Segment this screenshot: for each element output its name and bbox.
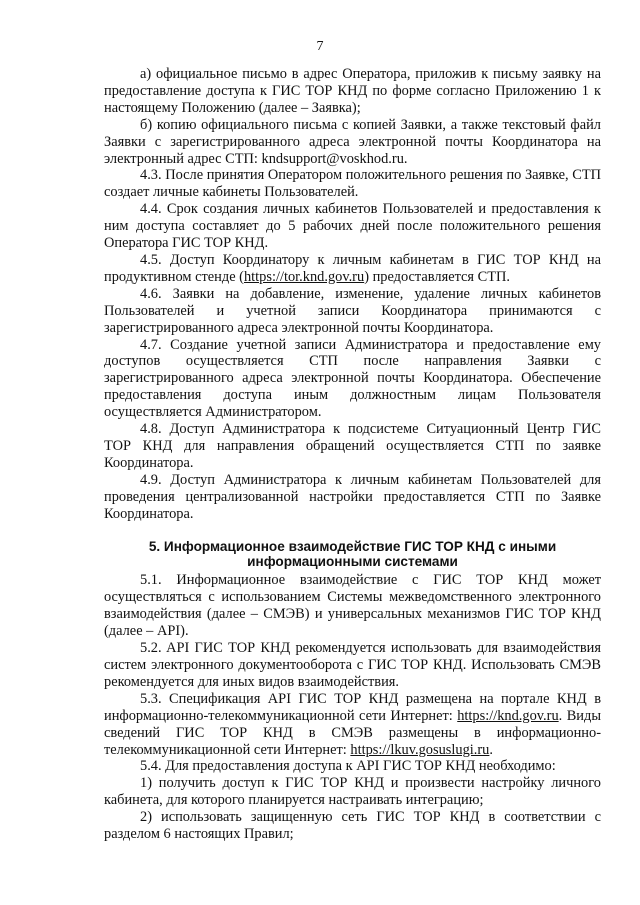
paragraph-5-3-text-1: 5.3. Спецификация API ГИС ТОР КНД размещена на портале КНД в информационно-телекоммуникационной сети Интернет: xyxy=(104,690,601,724)
paragraph-4-8: 4.8. Доступ Администратора к подсистеме Ситуационный Центр ГИС ТОР КНД для направления обращений осуществляется СТП по заявке Координатора. xyxy=(104,421,601,471)
paragraph-4-7: 4.7. Создание учетной записи Администратора и предоставление ему доступов осуществляется СТП после направления Заявки с зарегистрированного адреса электронной почты Координатора. Обеспечение предоставления доступа иным должностным лицам Пользователя осуществляется Администратором. xyxy=(104,336,601,421)
paragraph-5-3-text-2: . Виды сведений ГИС ТОР КНД в СМЭВ размещены в информационно-телекоммуникационной сети Интернет: xyxy=(104,707,601,758)
lkuv-gosuslugi-link[interactable]: https://lkuv.gosuslugi.ru xyxy=(350,741,490,758)
paragraph-4-3: 4.3. После принятия Оператором положительного решения по Заявке, СТП создает личные кабинеты Пользователей. xyxy=(104,167,601,201)
paragraph-5-3 xyxy=(104,691,601,759)
paragraph-4-5 xyxy=(104,252,601,286)
paragraph-b: б) копию официального письма с копией Заявки, а также текстовый файл Заявки с зарегистрированного адреса электронной почты Координатора на электронный адрес СТП: kndsupport@voskhod.ru. xyxy=(104,116,601,167)
knd-portal-link[interactable]: https://knd.gov.ru xyxy=(457,707,559,724)
paragraph-5-4: 5.4. Для предоставления доступа к API ГИС ТОР КНД необходимо: xyxy=(140,758,556,775)
paragraph-a: а) официальное письмо в адрес Оператора, приложив к письму заявку на предоставление доступа к ГИС ТОР КНД по форме согласно Приложению 1 к настоящему Положению (далее – Заявка); xyxy=(104,66,601,116)
paragraph-5-2: 5.2. API ГИС ТОР КНД рекомендуется использовать для взаимодействия систем электронного документооборота с ГИС ТОР КНД. Использовать СМЭВ рекомендуется для иных видов взаимодействия. xyxy=(104,640,601,690)
paragraph-4-9: 4.9. Доступ Администратора к личным кабинетам Пользователей для проведения централизованной настройки предоставляется СТП по Заявке Координатора. xyxy=(104,471,601,522)
paragraph-5-1: 5.1. Информационное взаимодействие с ГИС ТОР КНД может осуществляться с использованием Системы межведомственного электронного взаимодействия (далее – СМЭВ) и универсальных механизмов ГИС ТОР КНД (далее – API). xyxy=(104,572,601,640)
page-body xyxy=(104,66,601,843)
list-item-1: 1) получить доступ к ГИС ТОР КНД и произвести настройку личного кабинета, для которого планируется настраивать интеграцию; xyxy=(104,775,601,809)
paragraph-4-5-text-start: 4.5. Доступ Координатору к личным кабинетам в ГИС ТОР КНД на продуктивном стенде ( xyxy=(104,251,601,285)
paragraph-4-4: 4.4. Срок создания личных кабинетов Пользователей и предоставления к ним доступа составляет до 5 рабочих дней после положительного решения Оператора ГИС ТОР КНД. xyxy=(104,201,601,252)
paragraph-4-6: 4.6. Заявки на добавление, изменение, удаление личных кабинетов Пользователей и учетной записи Координатора принимаются с зарегистрированного адреса электронной почты Координатора. xyxy=(104,285,601,336)
list-item-2: 2) использовать защищенную сеть ГИС ТОР КНД в соответствии с разделом 6 настоящих Правил; xyxy=(104,809,601,843)
page-number: 7 xyxy=(316,39,324,54)
paragraph-5-3-text-3: . xyxy=(489,741,493,758)
paragraph-4-5-text-end: ) предоставляется СТП. xyxy=(364,268,511,285)
tor-knd-link[interactable]: https://tor.knd.gov.ru xyxy=(243,268,365,285)
section-5-heading: 5. Информационное взаимодействие ГИС ТОР КНД с иными информационными системами xyxy=(148,539,557,570)
